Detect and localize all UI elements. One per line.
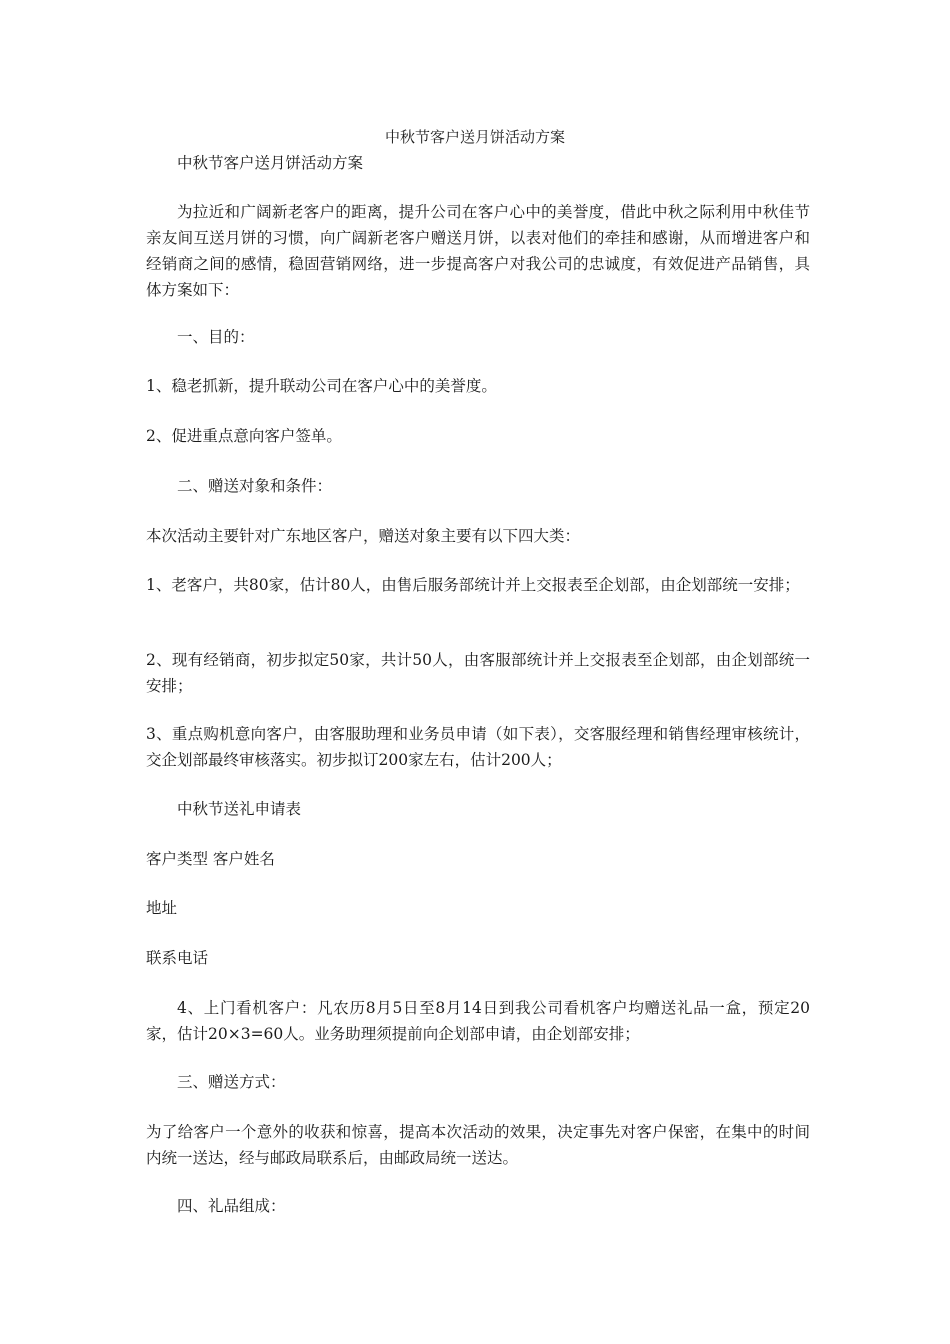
- form-title: 中秋节送礼申请表: [177, 800, 302, 818]
- recipients-item-2: 2、现有经销商，初步拟定50家，共计50人，由客服部统计并上交报表至企划部，由企划部统一安排；: [146, 651, 810, 695]
- form-field-customer: 客户类型 客户姓名: [146, 850, 275, 868]
- section-heading-recipients: 二、赠送对象和条件：: [177, 477, 333, 495]
- form-field-phone: 联系电话: [146, 949, 209, 967]
- section-heading-purpose: 一、目的：: [177, 328, 255, 346]
- intro-paragraph: 为拉近和广阔新老客户的距离，提升公司在客户心中的美誉度，借此中秋之际利用中秋佳节亲友间互送月饼的习惯，向广阔新老客户赠送月饼，以表对他们的牵挂和感谢，从而增进客户和经销商之间的感情，稳固营销网络，进一步提高客户对我公司的忠诚度，有效促进产品销售，具体方案如下：: [146, 203, 810, 299]
- recipients-item-3: 3、重点购机意向客户，由客服助理和业务员申请（如下表），交客服经理和销售经理审核统计，交企划部最终审核落实。初步拟订200家左右，估计200人；: [146, 725, 810, 769]
- subtitle-paragraph: 中秋节客户送月饼活动方案: [177, 154, 364, 172]
- purpose-item-1: 1、稳老抓新，提升联动公司在客户心中的美誉度。: [146, 377, 497, 395]
- section-heading-delivery: 三、赠送方式：: [177, 1073, 286, 1091]
- delivery-paragraph: 为了给客户一个意外的收获和惊喜，提高本次活动的效果，决定事先对客户保密，在集中的时间内统一送达，经与邮政局联系后，由邮政局统一送达。: [146, 1123, 810, 1167]
- purpose-item-2: 2、促进重点意向客户签单。: [146, 427, 342, 445]
- recipients-intro: 本次活动主要针对广东地区客户，赠送对象主要有以下四大类：: [146, 527, 581, 545]
- recipients-item-4: 4、上门看机客户：凡农历8月5日至8月14日到我公司看机客户均赠送礼品一盒，预定20家，估计20×3=60人。业务助理须提前向企划部申请，由企划部安排；: [146, 999, 810, 1043]
- section-heading-gifts: 四、礼品组成：: [177, 1197, 286, 1215]
- form-field-address: 地址: [146, 899, 178, 917]
- recipients-item-1: 1、老客户，共80家，估计80人，由售后服务部统计并上交报表至企划部，由企划部统一安排；: [146, 576, 800, 594]
- document-title: 中秋节客户送月饼活动方案: [384, 128, 565, 146]
